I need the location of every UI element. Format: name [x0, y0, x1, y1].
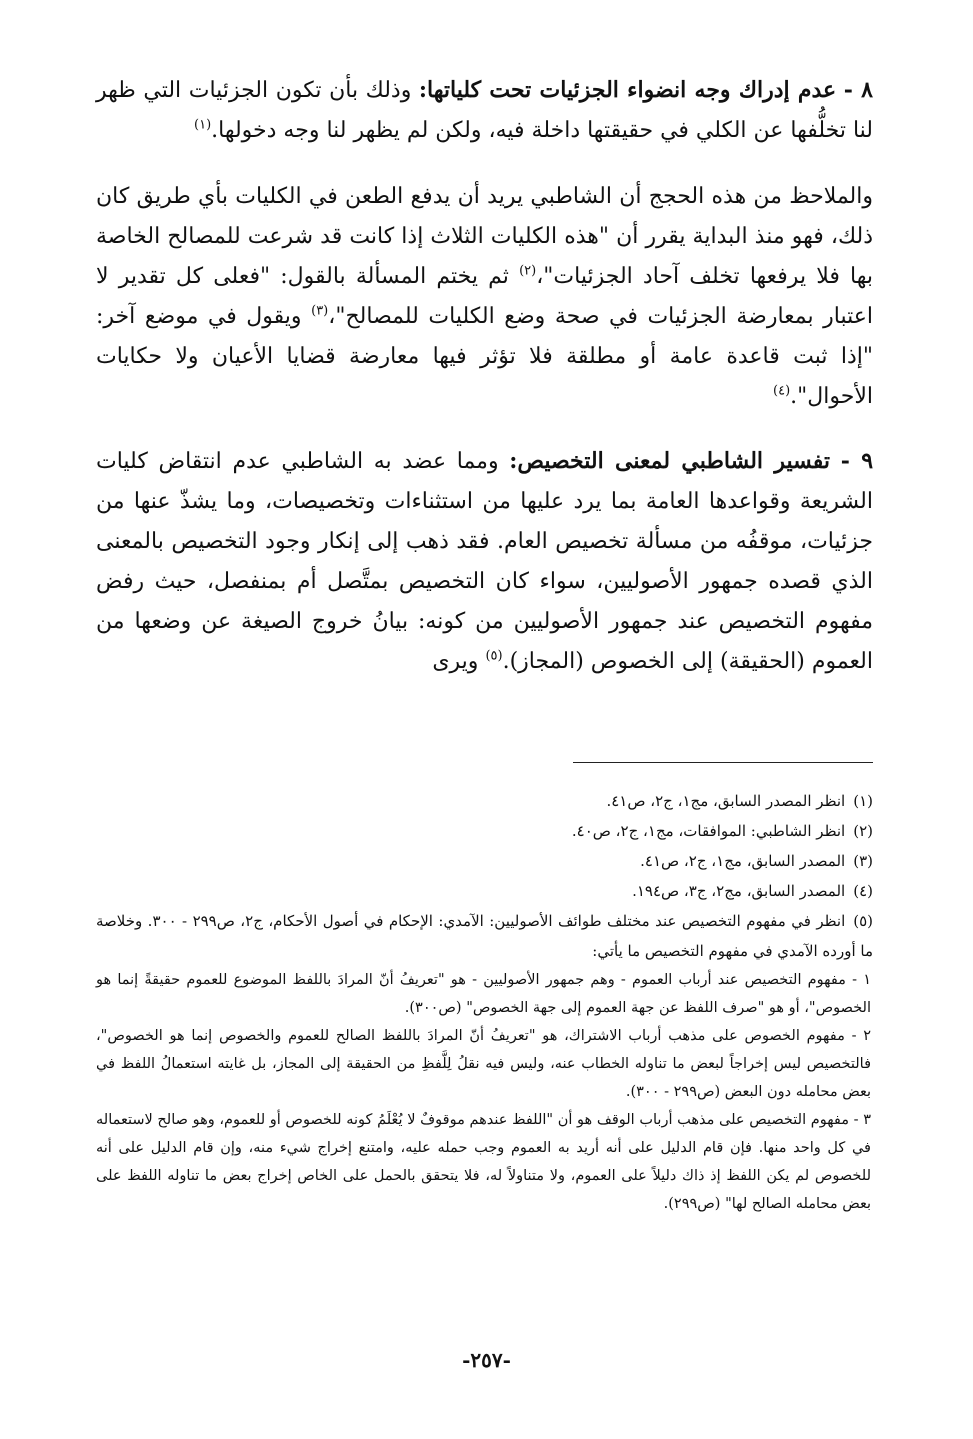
footnote-text: المصدر السابق، مج١، ج٢، ص٤١. [640, 852, 846, 870]
footnote-number: (٥) [853, 912, 874, 930]
paragraph-8 [96, 70, 873, 151]
footnote-subpoint: ٢ - مفهوم الخصوص على مذهب أرباب الاشتراك، هو "تعريفُ أنّ المرادَ باللفظ الصالح للعموم والخصوص إنما هو الخصوص"، فالتخصيص ليس إخراجاً لبعض ما تناوله الخطاب عنه، وليس فيه نقلُ لِلَّفظِ من الحقيقة إلى المجاز، بل غايته استعمالُ اللفظ في بعض محامله دون البعض (ص٢٩٩ - ٣٠٠). [96, 1028, 871, 1100]
paragraph-text: ثم يختم المسألة بالقول: "فعلى كل تقدير لا اعتبار بمعارضة الجزئيات في صحة وضع الكليات للمصالح"، [96, 264, 873, 329]
paragraph-observation [96, 177, 873, 417]
footnote-text: انظر المصدر السابق، مج١، ج٢، ص٤١. [606, 792, 846, 810]
paragraph-text: ويقول في موضع آخر: "إذا ثبت قاعدة عامة أو مطلقة فلا تؤثر فيها معارضة قضايا الأعيان ولا حكايات الأحوال". [96, 304, 873, 409]
footnote-item [96, 906, 873, 966]
footnote-item [96, 816, 873, 846]
footnotes [96, 786, 873, 1218]
page-number: -٢٥٧- [462, 1348, 511, 1372]
paragraph-text: وذلك بأن تكون الجزئيات التي ظهر لنا تخلُّفها عن الكلي في حقيقتها داخلة فيه، ولكن لم يظهر لنا وجه دخولها. [96, 78, 873, 143]
section-number: ٩ - [840, 448, 874, 474]
footnote-ref[interactable]: (٣) [311, 303, 329, 319]
footnote-text: انظر في مفهوم التخصيص عند مختلف طوائف الأصوليين: الآمدي: الإحكام في أصول الأحكام، ج٢، ص٢٩٩ - ٣٠٠. وخلاصة ما أورده الآمدي في مفهوم التخصيص ما يأتي: [96, 912, 873, 960]
main-text [96, 70, 873, 682]
paragraph-text: ومما عضد به الشاطبي عدم انتقاض كليات الشريعة وقواعدها العامة بما يرد عليها من استثناءات وتخصيصات، وما يشذّ عنها من جزئيات، موقفُه من مسألة تخصيص العام. فقد ذهب إلى إنكار وجود التخصيص بالمعنى الذي قصده جمهور الأصوليين، سواء كان التخصيص بمتَّصل أم بمنفصل، حيث رفض مفهوم التخصيص عند جمهور الأصوليين من كونه: بيانُ خروج الصيغة عن وضعها من العموم (الحقيقة) إلى الخصوص (المجاز). [96, 449, 873, 674]
footnote-number: (٤) [853, 882, 873, 900]
footnote-text: المصدر السابق، مج٢، ج٣، ص١٩٤. [632, 882, 846, 900]
footnote-ref[interactable]: (٤) [773, 383, 791, 399]
footnote-item [96, 876, 873, 906]
footnote-ref[interactable]: (٥) [485, 648, 503, 664]
section-title: عدم إدراك وجه انضواء الجزئيات تحت كلياتها: [418, 77, 837, 103]
footnote-ref[interactable]: (٢) [519, 263, 537, 279]
footnote-item [96, 846, 873, 876]
paragraph-9 [96, 441, 873, 682]
footnote-number: (١) [853, 792, 873, 810]
section-number: ٨ - [843, 77, 873, 103]
footnote-number: (٣) [853, 852, 873, 870]
section-title: تفسير الشاطبي لمعنى التخصيص: [509, 448, 831, 474]
footnote-ref[interactable]: (١) [194, 117, 212, 133]
footnote-item [96, 786, 873, 816]
footnote-divider [573, 762, 873, 763]
footnote-subpoint: ١ - مفهوم التخصيص عند أرباب العموم - وهم جمهور الأصوليين - هو "تعريفُ أنّ المرادَ باللفظ الموضوع للعموم حقيقةً إنما هو الخصوص"، أو هو "صرف اللفظ عن جهة العموم إلى جهة الخصوص" (ص٣٠٠). [96, 972, 871, 1016]
footnote-text: انظر الشاطبي: الموافقات، مج١، ج٢، ص٤٠. [571, 822, 846, 840]
paragraph-text: والملاحظ من هذه الحجج أن الشاطبي يريد أن يدفع الطعن في الكليات بأي طريق كان ذلك، فهو منذ البداية يقرر أن "هذه الكليات الثلاث إذا كانت قد شرعت للمصالح الخاصة بها فلا يرفعها تخلف آحاد الجزئيات"، [96, 184, 873, 289]
footnote-subpoint: ٣ - مفهوم التخصيص على مذهب أرباب الوقف هو أن "اللفظ عندهم موقوفٌ لا يُعْلَمُ كونه للخصوص أو للعموم، وهو صالح لاستعماله في كل واحد منها. فإن قام الدليل على أنه أريد به العموم وجب حمله عليه، وامتنع إخراج شيء منه، وإن قام الدليل على أنه للخصوص لم يكن اللفظ إذ ذاك دليلاً على العموم، ولا متناولاً له، فلا يتحقق بالحمل على الخاص إخراج بعض ما تناوله اللفظ على بعض محامله الصالح لها" (ص٢٩٩). [96, 1112, 871, 1212]
footnote-number: (٢) [853, 822, 873, 840]
paragraph-text: ويرى [432, 649, 479, 674]
